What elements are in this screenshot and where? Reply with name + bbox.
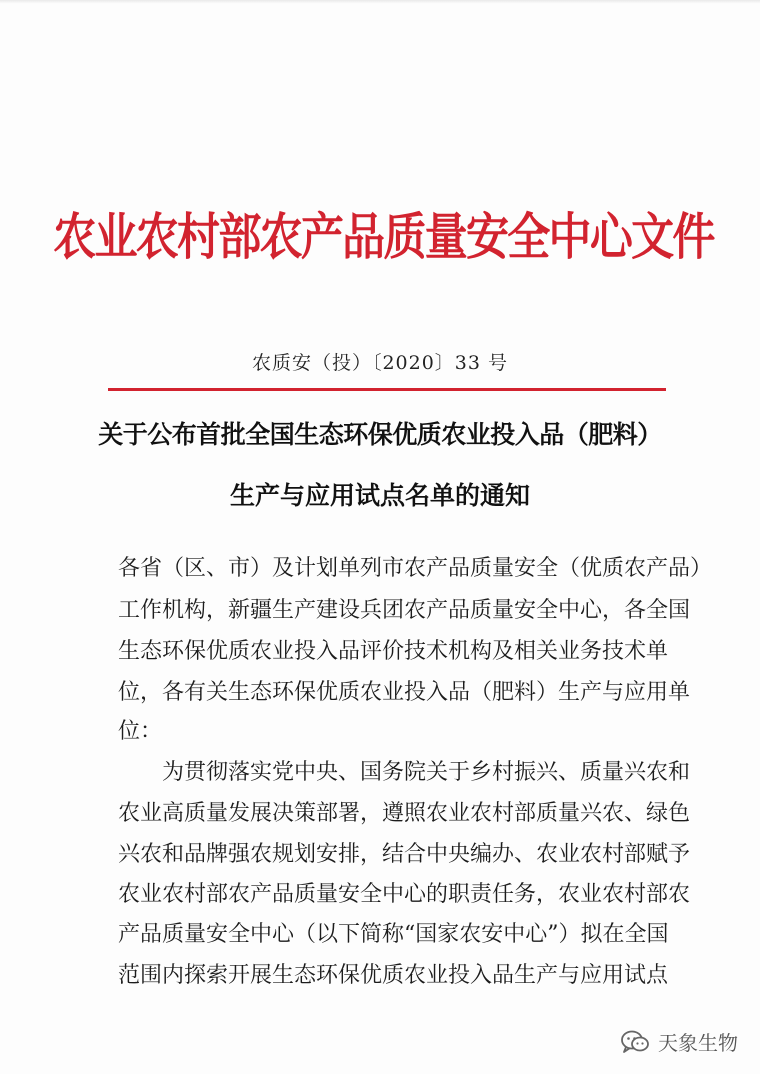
wechat-watermark bbox=[620, 1027, 738, 1056]
document-number: 农质安（投）〔2020〕33 号 bbox=[251, 352, 509, 374]
body-line: 位： bbox=[118, 719, 163, 744]
body-line: 为贯彻落实党中央、国务院关于乡村振兴、质量兴农和 bbox=[162, 760, 691, 785]
scan-top-edge bbox=[0, 0, 760, 4]
body-line: 位，各有关生态环保优质农业投入品（肥料）生产与应用单 bbox=[118, 680, 691, 705]
red-divider-line bbox=[108, 388, 666, 391]
notice-title-line-2: 生产与应用试点名单的通知 bbox=[229, 481, 530, 510]
body-line: 工作机构，新疆生产建设兵团农产品质量安全中心，各全国 bbox=[118, 598, 691, 623]
notice-title-line-1: 关于公布首批全国生态环保优质农业投入品（肥料） bbox=[98, 420, 662, 449]
wechat-icon bbox=[620, 1029, 650, 1055]
agency-header: 农业农村部农产品质量安全中心文件 bbox=[53, 207, 714, 266]
body-line: 农业高质量发展决策部署，遵照农业农村部质量兴农、绿色 bbox=[118, 801, 691, 826]
body-line: 各省（区、市）及计划单列市农产品质量安全（优质农产品） bbox=[118, 556, 713, 581]
body-line: 农业农村部农产品质量安全中心的职责任务，农业农村部农 bbox=[118, 882, 691, 907]
body-line: 产品质量安全中心（以下简称“国家农安中心”）拟在全国 bbox=[118, 922, 669, 947]
body-line: 生态环保优质农业投入品评价技术机构及相关业务技术单 bbox=[118, 639, 669, 664]
body-line: 范围内探索开展生态环保优质农业投入品生产与应用试点 bbox=[118, 963, 669, 988]
body-line: 兴农和品牌强农规划安排，结合中央编办、农业农村部赋予 bbox=[118, 842, 691, 867]
watermark-text: 天象生物 bbox=[658, 1031, 738, 1055]
